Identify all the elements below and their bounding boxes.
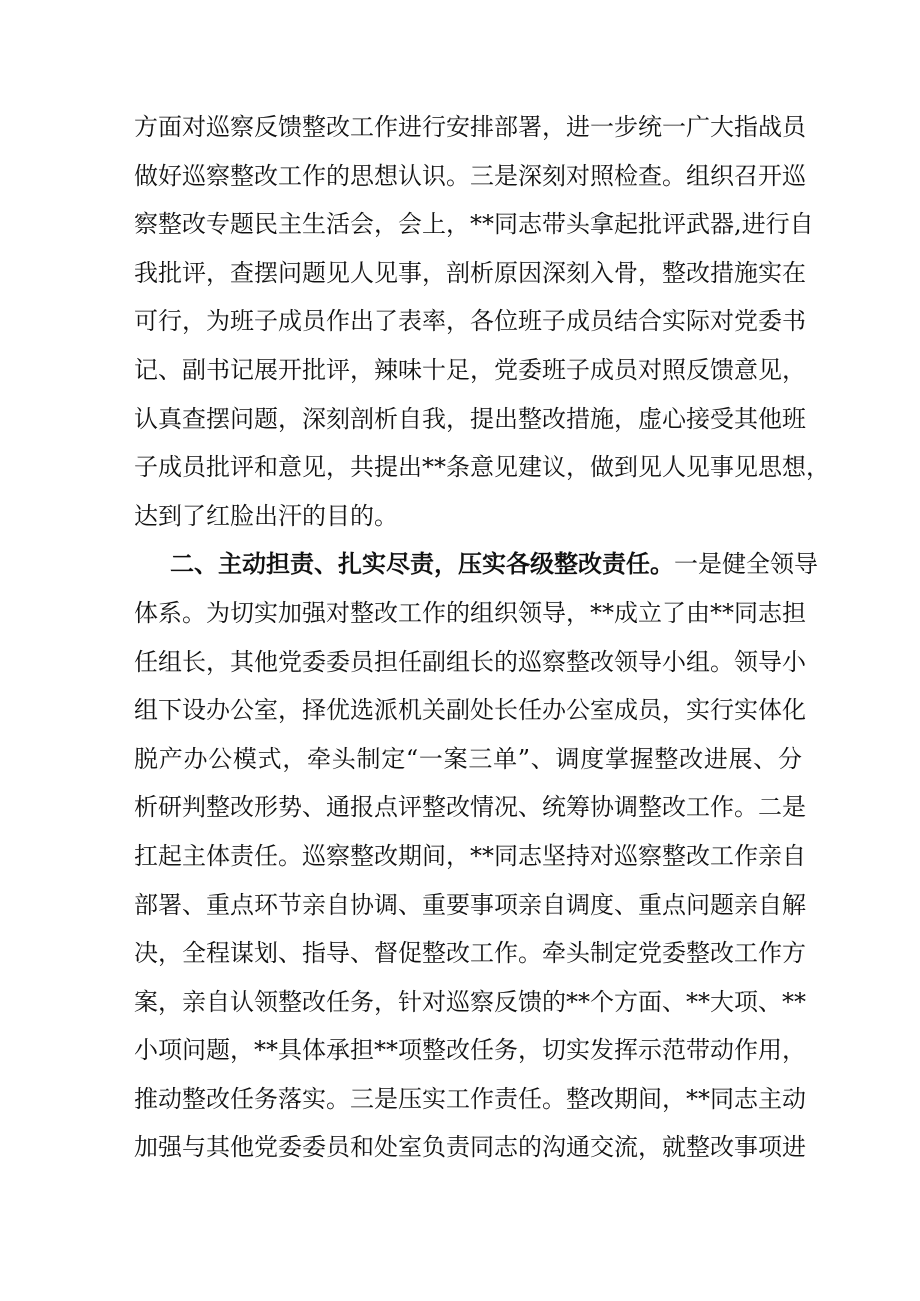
text-line: 析研判整改形势、通报点评整改情况、统筹协调整改工作。二是 <box>134 793 806 822</box>
text-line: 脱产办公模式，牵头制定“一案三单”、调度掌握整改进展、分 <box>134 744 802 773</box>
text-line: 决，全程谋划、指导、督促整改工作。牵头制定党委整改工作方 <box>134 939 806 968</box>
paragraph-2 <box>134 540 818 1172</box>
text-line: 案，亲自认领整改任务，针对巡察反馈的**个方面、**大项、** <box>134 987 806 1016</box>
document-body <box>134 103 830 1172</box>
text-line: 察整改专题民主生活会，会上，**同志带头拿起批评武器,进行自 <box>134 210 814 239</box>
text-line: 扛起主体责任。巡察整改期间，**同志坚持对巡察整改工作亲自 <box>134 841 806 870</box>
paragraph-2-first-line <box>134 540 818 589</box>
text-line: 加强与其他党委委员和处室负责同志的沟通交流，就整改事项进 <box>134 1133 806 1162</box>
paragraph-1 <box>134 103 830 540</box>
text-line: 达到了红脸出汗的目的。 <box>134 501 398 530</box>
text-line: 认真查摆问题，深刻剖析自我，提出整改措施，虚心接受其他班 <box>134 404 806 433</box>
text-line: 部署、重点环节亲自协调、重要事项亲自调度、重点问题亲自解 <box>134 890 806 919</box>
text-line: 体系。为切实加强对整改工作的组织领导，**成立了由**同志担 <box>134 598 806 627</box>
text-line: 小项问题，**具体承担**项整改任务，切实发挥示范带动作用， <box>134 1036 806 1065</box>
text-line: 方面对巡察反馈整改工作进行安排部署，进一步统一广大指战员 <box>134 113 806 141</box>
text-line: 做好巡察整改工作的思想认识。三是深刻对照检查。组织召开巡 <box>134 161 806 190</box>
text-line: 组下设办公室，择优选派机关副处长任办公室成员，实行实体化 <box>134 696 806 725</box>
heading-line-continuation: 一是健全领导 <box>674 550 818 579</box>
text-line: 记、副书记展开批评，辣味十足，党委班子成员对照反馈意见， <box>134 355 806 384</box>
text-line: 任组长，其他党委委员担任副组长的巡察整改领导小组。领导小 <box>134 647 806 676</box>
text-line: 我批评，查摆问题见人见事，剖析原因深刻入骨，整改措施实在 <box>134 258 806 287</box>
section-heading: 二、主动担责、扎实尽责，压实各级整改责任。 <box>170 550 674 579</box>
text-line: 推动整改任务落实。三是压实工作责任。整改期间，**同志主动 <box>134 1084 806 1113</box>
text-line: 可行，为班子成员作出了表率，各位班子成员结合实际对党委书 <box>134 307 806 336</box>
text-line: 子成员批评和意见，共提出**条意见建议，做到见人见事见思想， <box>134 453 830 482</box>
